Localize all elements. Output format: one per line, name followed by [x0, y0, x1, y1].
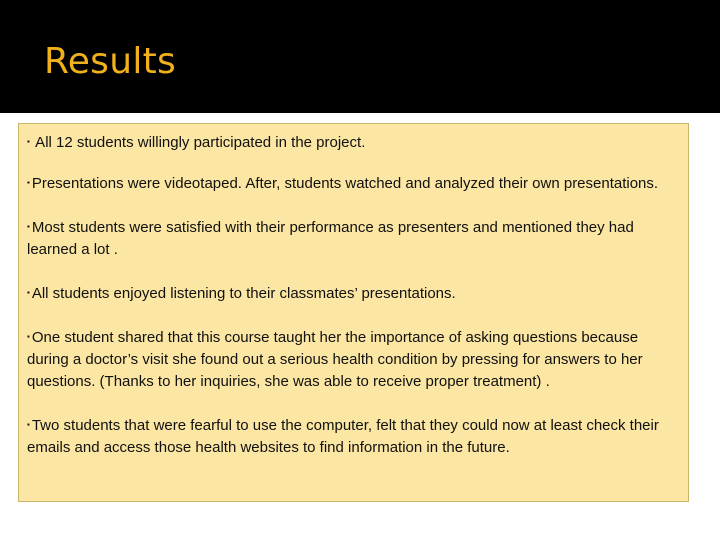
bullet-text: Presentations were videotaped. After, students watched and analyzed their own presentations. [31, 175, 659, 192]
bullet-item [27, 326, 682, 393]
bullet-text: Two students that were fearful to use the computer, felt that they could now at least check their emails and access those health websites to find information in the future. [27, 417, 659, 456]
title-band [0, 0, 720, 113]
bullet-square-icon: ▪ [27, 288, 30, 297]
bullet-text: All students enjoyed listening to their classmates’ presentations. [31, 285, 456, 302]
bullet-item [27, 172, 682, 195]
slide-title: Results [44, 41, 177, 82]
bullet-square-icon: ▪ [27, 222, 30, 231]
results-content-box [18, 123, 689, 502]
bullet-square-icon: ▪ [27, 420, 30, 429]
bullet-item [27, 282, 682, 305]
bullet-item [27, 414, 682, 459]
bullet-item [27, 216, 682, 261]
bullet-text: Most students were satisfied with their performance as presenters and mentioned they had learned a lot . [27, 219, 634, 258]
bullet-square-icon: ▪ [27, 332, 30, 341]
bullet-square-icon: ▪ [27, 178, 30, 187]
bullet-item [27, 131, 682, 154]
bullet-text: All 12 students willingly participated in the project. [31, 134, 366, 151]
bullet-text: One student shared that this course taught her the importance of asking questions because during a doctor’s visit she found out a serious health condition by pressing for answers to her questions. (Thanks to her inquiries, she was able to receive proper treatment) . [27, 329, 643, 390]
bullet-square-icon: ▪ [27, 137, 30, 146]
